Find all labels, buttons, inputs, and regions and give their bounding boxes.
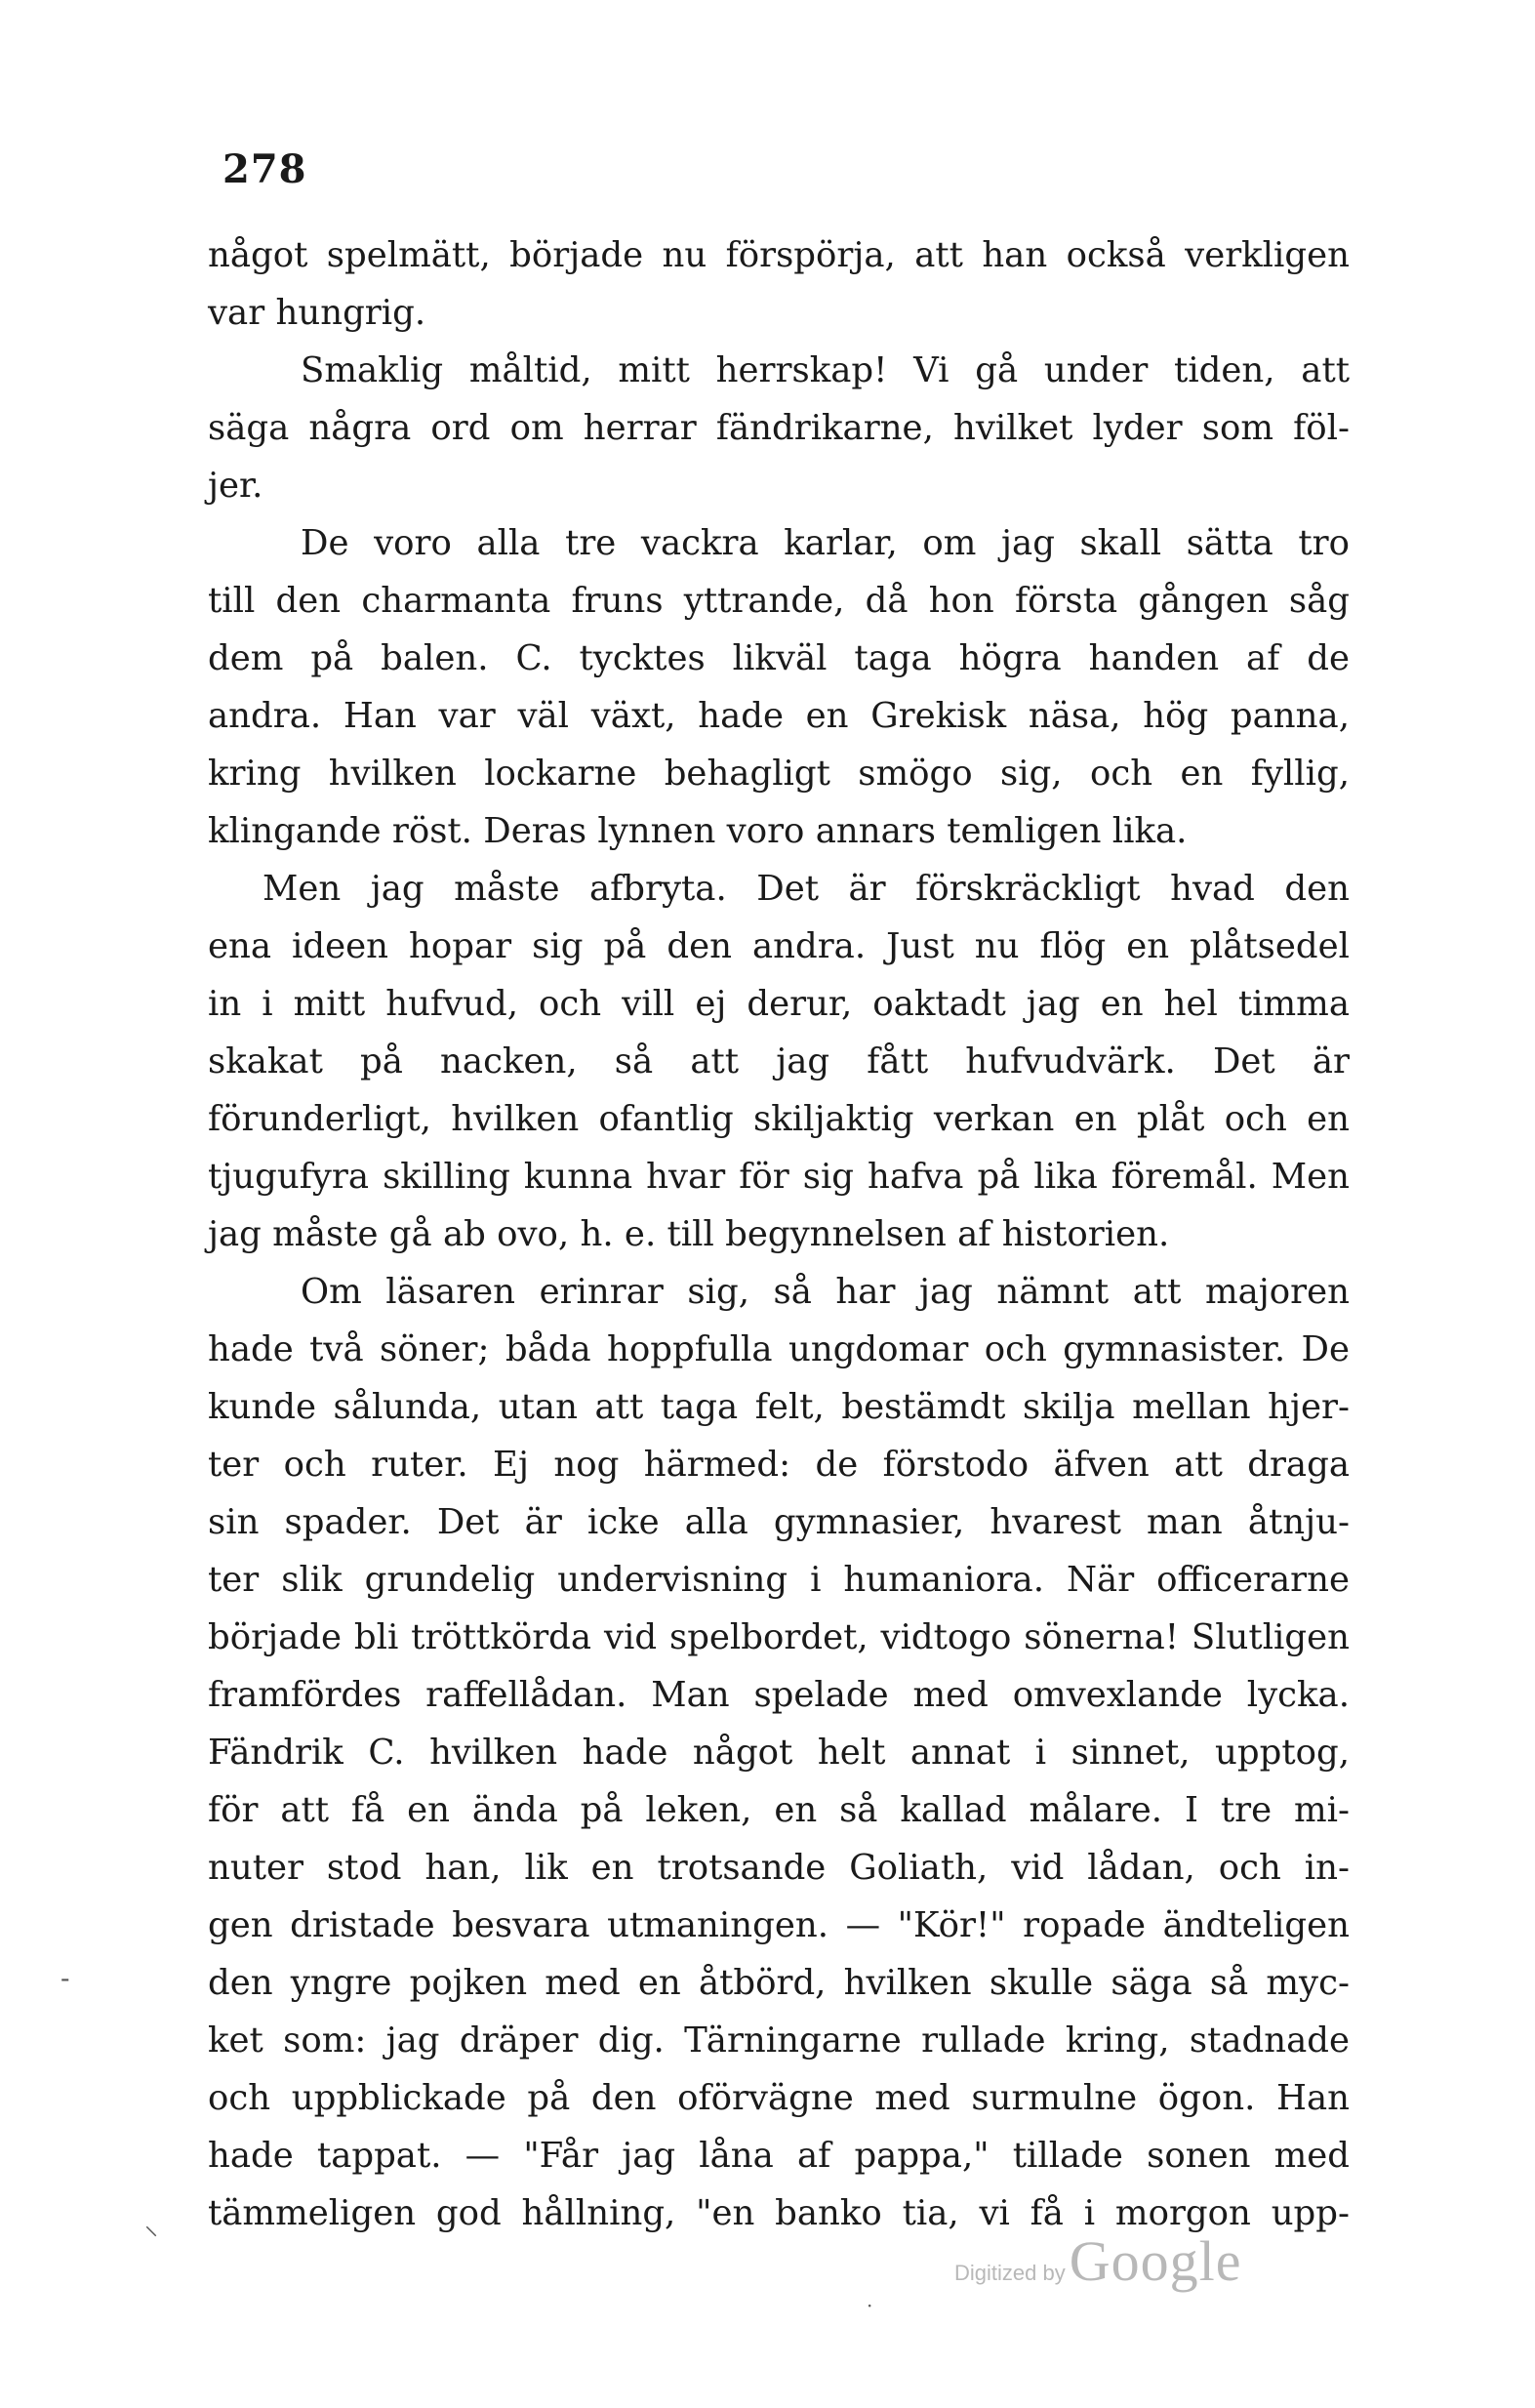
text-line: framfördes raffellådan. Man spelade med omvexlande lycka. [208,1675,1350,1715]
text-line: ter och ruter. Ej nog härmed: de förstodo äfven att draga [208,1445,1350,1485]
text-line: jag måste gå ab ovo, h. e. till begynnelsen af historien. [208,1214,1170,1254]
text-line: den yngre pojken med en åtbörd, hvilken skulle säga så myc- [208,1963,1350,2003]
text-line: Fändrik C. hvilken hade något helt annat i sinnet, upptog, [208,1733,1350,1773]
text-line: jer. [208,466,263,506]
text-line: andra. Han var väl växt, hade en Grekisk näsa, hög panna, [208,696,1350,736]
text-line: tämmeligen god hållning, "en banko tia, vi få i morgon upp- [208,2193,1350,2233]
text-line: De voro alla tre vackra karlar, om jag skall sätta tro [301,523,1350,563]
text-line: ter slik grundelig undervisning i humaniora. När officerarne [208,1560,1350,1600]
text-line: var hungrig. [208,293,426,333]
text-line: in i mitt hufvud, och vill ej derur, oaktadt jag en hel timma [208,984,1350,1024]
body-text [208,226,1350,2242]
scan-speck: · [867,2294,873,2317]
text-line: började bli tröttkörda vid spelbordet, vidtogo sönerna! Slutligen [208,1617,1350,1657]
scan-speck: - [61,1962,70,1994]
text-line: kunde sålunda, utan att taga felt, bestämdt skilja mellan hjer- [208,1387,1350,1427]
text-line: ena ideen hopar sig på den andra. Just nu flög en plåtsedel [208,926,1350,966]
text-line: klingande röst. Deras lynnen voro annars temligen lika. [208,811,1188,851]
text-line: hade tappat. — "Får jag låna af pappa," tillade sonen med [208,2136,1350,2176]
text-line: tjugufyra skilling kunna hvar för sig hafva på lika föremål. Men [208,1157,1350,1197]
text-line: förunderligt, hvilken ofantlig skiljaktig verkan en plåt och en [208,1099,1350,1139]
text-line: skakat på nacken, så att jag fått hufvudvärk. Det är [208,1041,1350,1082]
text-line: Smaklig måltid, mitt herrskap! Vi gå under tiden, att [301,350,1350,390]
watermark-prefix: Digitized by [954,2261,1066,2285]
text-line: något spelmätt, började nu förspörja, att han också verkligen [208,235,1350,275]
watermark-brand: Google [1069,2229,1242,2293]
text-line: gen dristade besvara utmaningen. — "Kör!" ropade ändteligen [208,1905,1350,1945]
text-line: Men jag måste afbryta. Det är förskräckligt hvad den [263,869,1350,909]
text-line: Om läsaren erinrar sig, så har jag nämnt att majoren [301,1272,1350,1312]
text-line: sin spader. Det är icke alla gymnasier, hvarest man åtnju- [208,1502,1350,1542]
scan-speck: ⸜ [144,2209,159,2241]
text-line: dem på balen. C. tycktes likväl taga högra handen af de [208,638,1350,678]
digitized-watermark [954,2228,1241,2294]
text-line: nuter stod han, lik en trotsande Goliath, vid lådan, och in- [208,1848,1350,1888]
text-line: kring hvilken lockarne behagligt smögo sig, och en fyllig, [208,754,1350,794]
text-line: ket som: jag dräper dig. Tärningarne rullade kring, stadnade [208,2020,1350,2061]
text-line: för att få en ända på leken, en så kallad målare. I tre mi- [208,1790,1350,1830]
text-line: säga några ord om herrar fändrikarne, hvilket lyder som föl- [208,408,1350,448]
page-number: 278 [222,146,307,192]
text-line: hade två söner; båda hoppfulla ungdomar och gymnasister. De [208,1329,1350,1369]
text-line: till den charmanta fruns yttrande, då hon första gången såg [208,581,1350,621]
text-line: och uppblickade på den oförvägne med surmulne ögon. Han [208,2078,1350,2118]
